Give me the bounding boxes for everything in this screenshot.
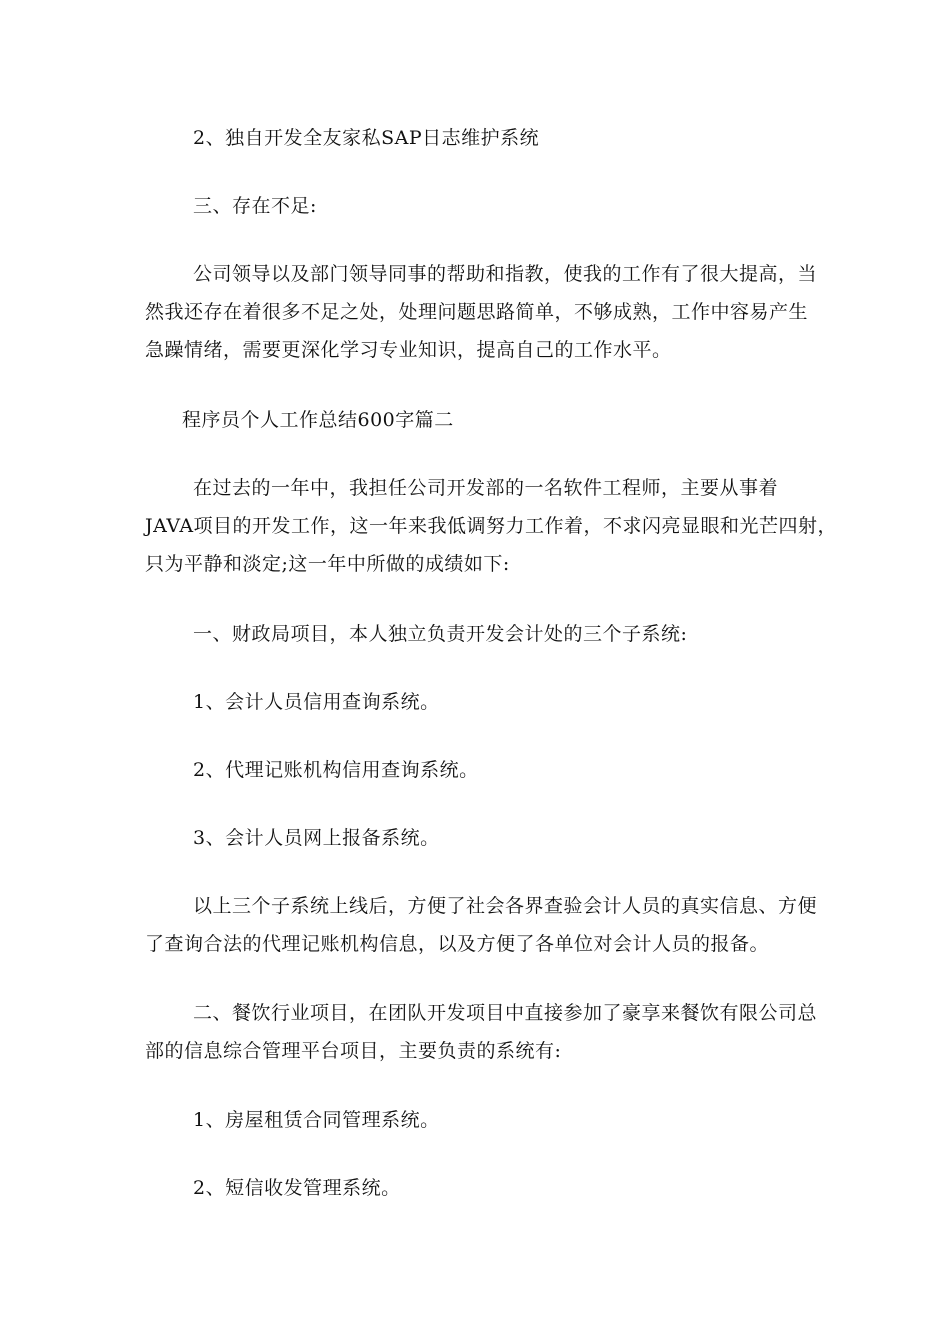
text-line: 只为平静和淡定;这一年中所做的成绩如下: xyxy=(145,553,510,575)
paragraph-sap-system xyxy=(145,119,810,157)
text-line: 急躁情绪，需要更深化学习专业知识，提高自己的工作水平。 xyxy=(145,339,672,361)
text-line: 公司领导以及部门领导同事的帮助和指教，使我的工作有了很大提高，当 xyxy=(193,263,818,285)
text-line: 1、会计人员信用查询系统。 xyxy=(193,691,440,713)
text-line: 2、独自开发全友家私SAP日志维护系统 xyxy=(193,127,540,149)
text-line: 2、代理记账机构信用查询系统。 xyxy=(193,759,479,781)
text-line: 一、财政局项目，本人独立负责开发会计处的三个子系统: xyxy=(193,623,688,645)
text-line: 了查询合法的代理记账机构信息，以及方便了各单位对会计人员的报备。 xyxy=(145,933,770,955)
text-line: 部的信息综合管理平台项目，主要负责的系统有: xyxy=(145,1040,562,1062)
text-line: 3、会计人员网上报备系统。 xyxy=(193,827,440,849)
section-title: 程序员个人工作总结600字篇二 xyxy=(182,409,454,431)
list-item-1 xyxy=(145,683,810,721)
paragraph-intro xyxy=(145,469,838,583)
paragraph-subsystem-benefits xyxy=(145,887,818,963)
text-line: 以上三个子系统上线后，方便了社会各界查验会计人员的真实信息、方便 xyxy=(193,895,818,917)
list-item-rental xyxy=(145,1101,810,1139)
list-item-sms xyxy=(145,1169,810,1207)
text-line: 然我还存在着很多不足之处，处理问题思路简单，不够成熟，工作中容易产生 xyxy=(145,301,809,323)
text-line: 在过去的一年中，我担任公司开发部的一名软件工程师，主要从事着 xyxy=(193,477,779,499)
paragraph-shortcomings-body xyxy=(145,255,818,369)
paragraph-finance-project xyxy=(145,615,810,653)
paragraph-catering-project xyxy=(145,994,818,1070)
list-item-2 xyxy=(145,751,810,789)
text-line: 三、存在不足: xyxy=(193,195,317,217)
text-line: 二、餐饮行业项目，在团队开发项目中直接参加了豪享来餐饮有限公司总 xyxy=(193,1002,818,1024)
list-item-3 xyxy=(145,819,810,857)
text-line: JAVA项目的开发工作，这一年来我低调努力工作着，不求闪亮显眼和光芒四射， xyxy=(145,515,838,537)
text-line: 2、短信收发管理系统。 xyxy=(193,1177,401,1199)
paragraph-shortcomings-heading xyxy=(145,187,810,225)
text-line: 1、房屋租赁合同管理系统。 xyxy=(193,1109,440,1131)
